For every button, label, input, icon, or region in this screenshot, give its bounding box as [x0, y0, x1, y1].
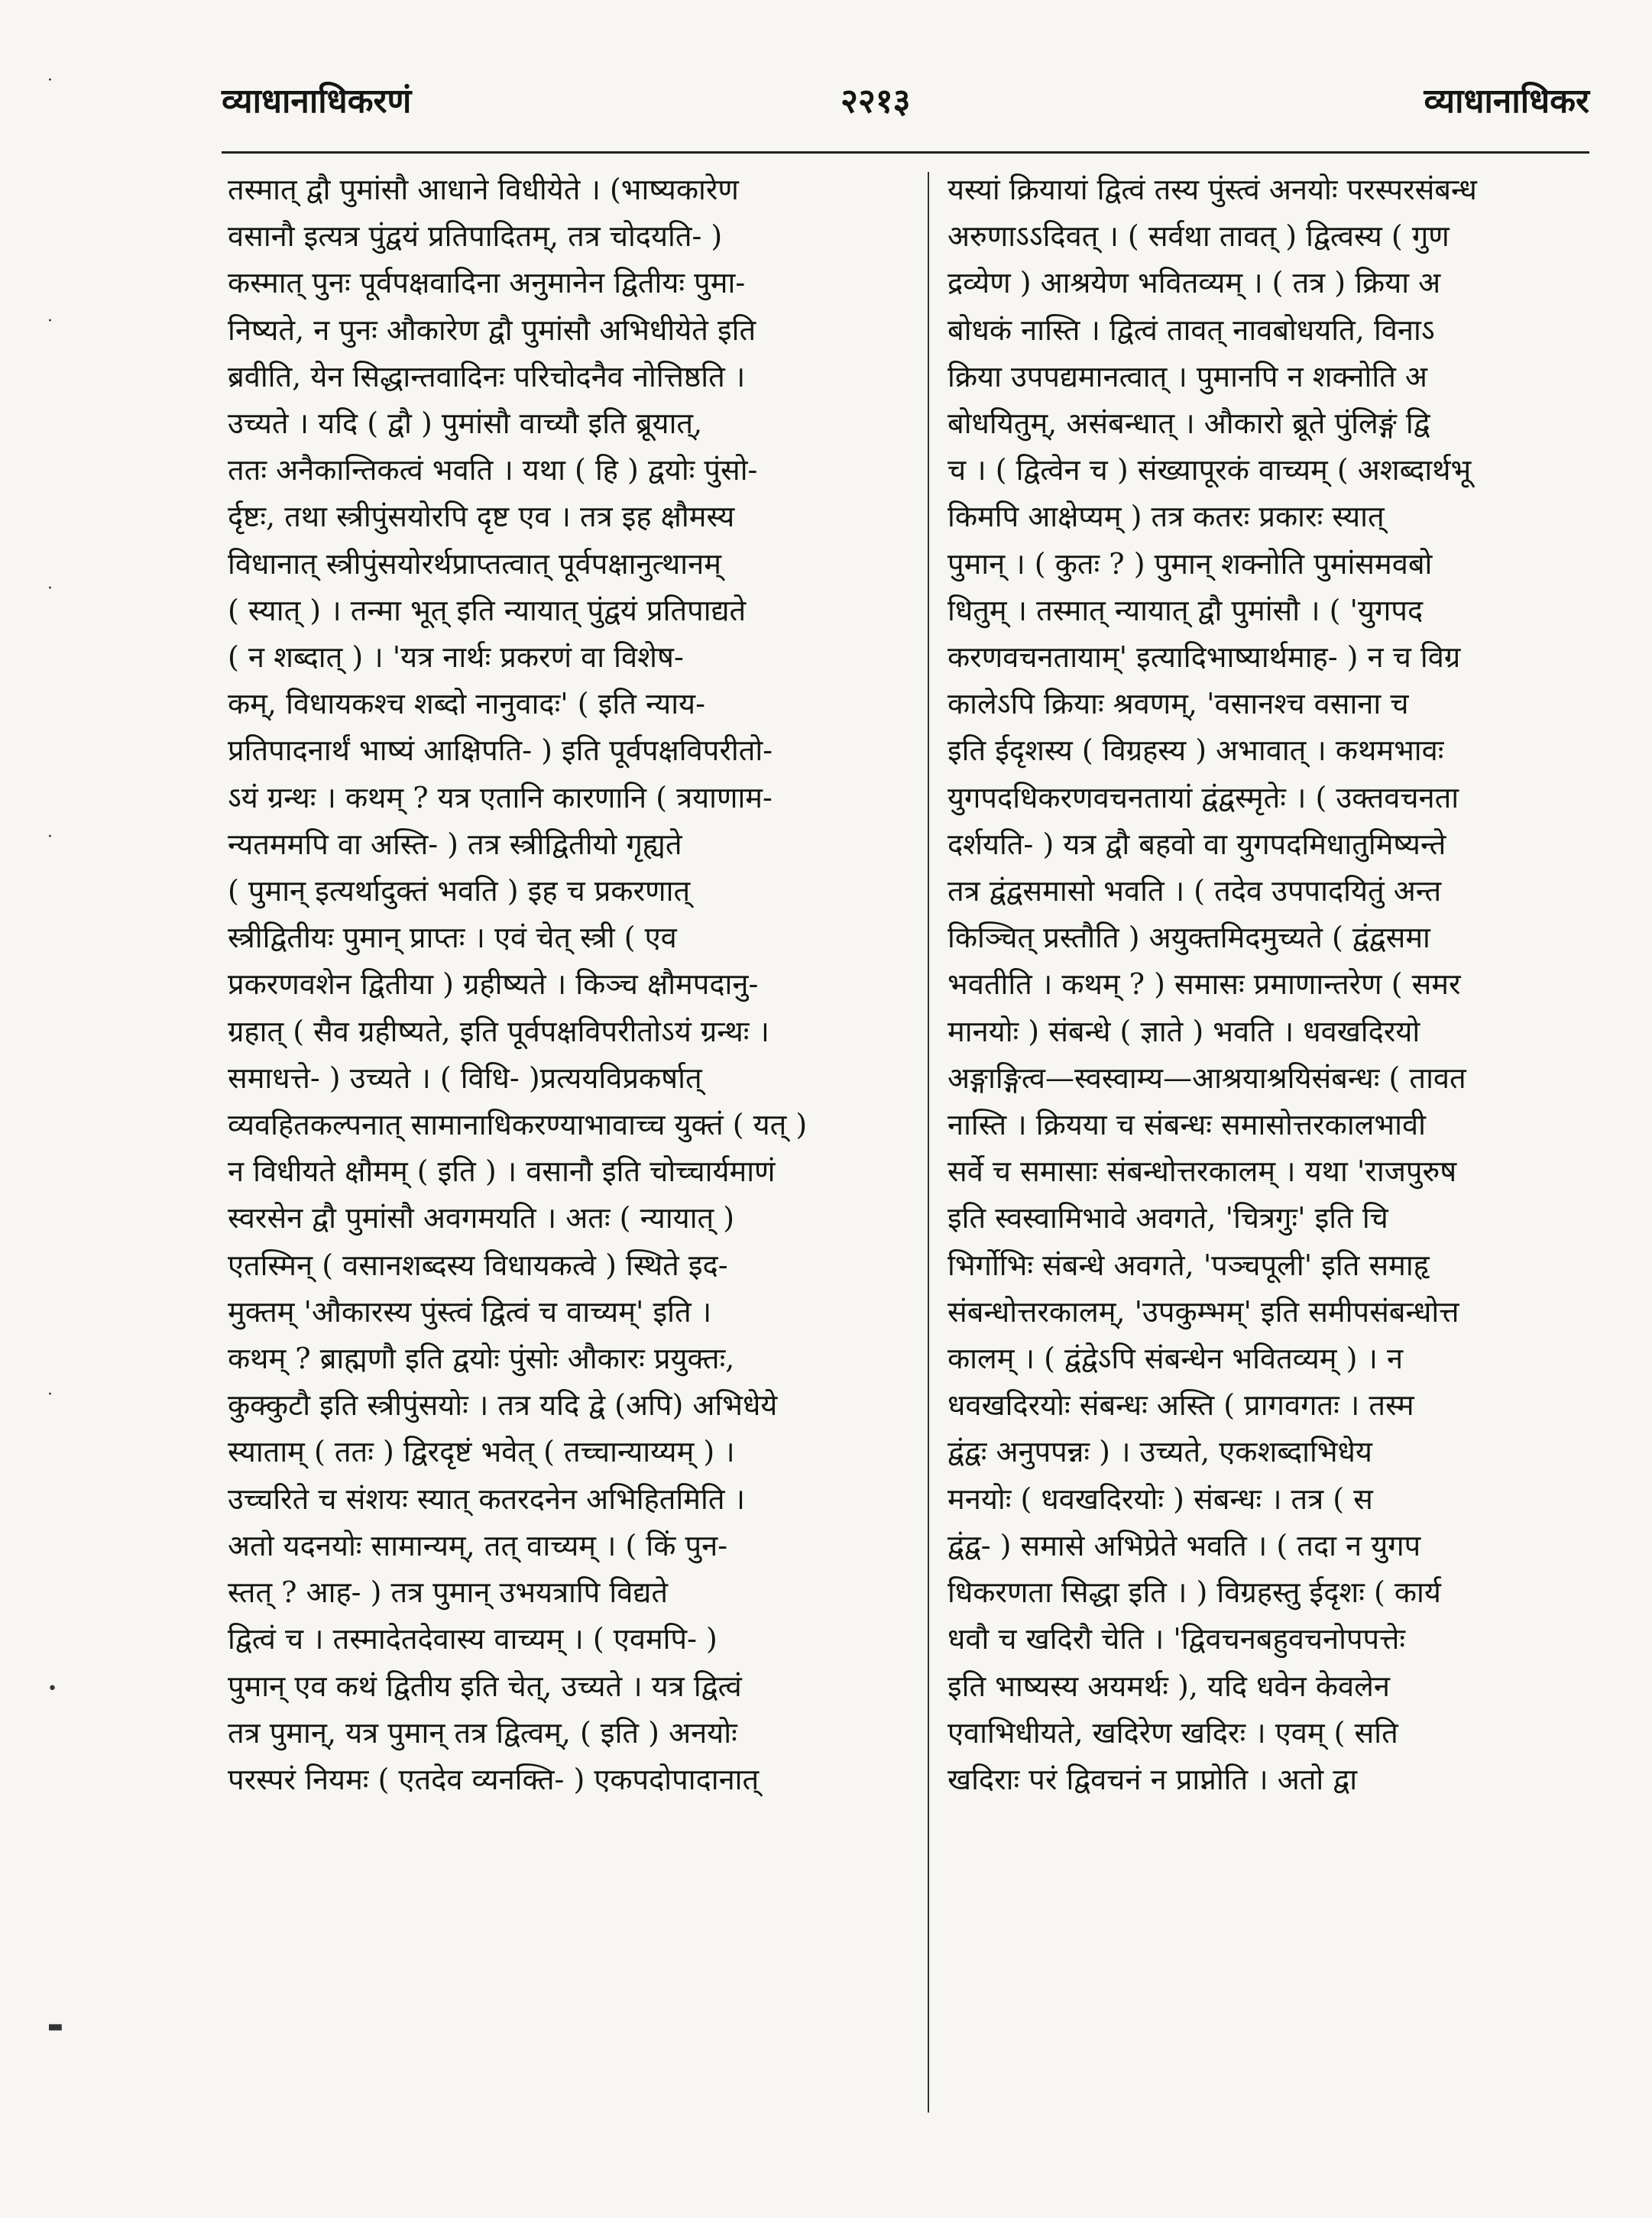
text-line: द्रव्येण ) आश्रयेण भवितव्यम् । ( तत्र ) क्रिया अ: [947, 266, 1441, 300]
text-line: द्वंद्वः अनुपपन्नः ) । उच्यते, एकशब्दाभिधेय: [947, 1435, 1372, 1469]
text-line: कम्, विधायकश्च शब्दो नानुवादः' ( इति न्याय-: [228, 687, 705, 721]
text-line: न्यतममपि वा अस्ति- ) तत्र स्त्रीद्वितीयो गृह्यते: [228, 827, 682, 861]
text-line: यस्यां क्रियायां द्वित्वं तस्य पुंस्त्वं अनयोः परस्परसंबन्ध: [947, 173, 1477, 206]
left-text-column: [228, 167, 908, 2153]
right-text-column: [947, 167, 1589, 2153]
text-line: ( स्यात् ) । तन्मा भूत् इति न्यायात् पुंद्वयं प्रतिपाद्यते: [228, 593, 747, 627]
text-line: करणवचनतायाम्' इत्यादिभाष्यार्थमाह- ) न च विग्र: [947, 640, 1461, 675]
text-line: स्तत् ? आह- ) तत्र पुमान् उभयत्रापि विद्यते: [228, 1575, 668, 1610]
text-line: तत्र द्वंद्वसमासो भवति । ( तदेव उपपादयितुं अन्त: [947, 874, 1442, 908]
text-line: विधानात् स्त्रीपुंसयोरर्थप्राप्तत्वात् पूर्वपक्षानुत्थानम्: [228, 546, 721, 581]
text-line: इति स्वस्वामिभावे अवगते, 'चित्रगुः' इति चि: [947, 1201, 1388, 1235]
text-line: इति ईदृशस्य ( विग्रहस्य ) अभावात् । कथमभावः: [947, 733, 1444, 768]
text-line: ग्रहात् ( सैव ग्रहीष्यते, इति पूर्वपक्षविपरीतोऽयं ग्रन्थः ।: [228, 1014, 769, 1048]
text-line: ऽयं ग्रन्थः । कथम् ? यत्र एतानि कारणानि ( त्रयाणाम-: [228, 780, 773, 814]
text-line: युगपदधिकरणवचनतायां द्वंद्वस्मृतेः । ( उक्तवचनता: [947, 780, 1459, 814]
text-line: ( न शब्दात् ) । 'यत्र नार्थः प्रकरणं वा विशेष-: [228, 640, 684, 675]
text-line: स्याताम् ( ततः ) द्विरदृष्टं भवेत् ( तच्चान्याय्यम् ) ।: [228, 1435, 735, 1469]
text-line: धितुम् । तस्मात् न्यायात् द्वौ पुमांसौ । ( 'युगपद: [947, 593, 1424, 627]
text-line: अरुणाऽऽदिवत् । ( सर्वथा तावत् ) द्वित्वस्य ( गुण: [947, 219, 1450, 254]
text-line: वसानौ इत्यत्र पुंद्वयं प्रतिपादितम्, तत्र चोदयति- ): [228, 219, 723, 254]
text-line: ( पुमान् इत्यर्थादुक्तं भवति ) इह च प्रकरणात्: [228, 874, 691, 908]
page-header: [222, 76, 1589, 130]
text-line: धिकरणता सिद्धा इति । ) विग्रहस्तु ईदृशः ( कार्य: [947, 1575, 1441, 1610]
text-line: द्वंद्व- ) समासे अभिप्रेते भवति । ( तदा न युगप: [947, 1528, 1421, 1562]
text-line: भिर्गोभिः संबन्धे अवगते, 'पञ्चपूली' इति समाहृ: [947, 1248, 1430, 1282]
text-line: प्रकरणवशेन द्वितीया ) ग्रहीष्यते । किञ्च क्षौमपदानु-: [228, 967, 759, 1002]
running-head-right: व्याधानाधिकर: [1424, 82, 1589, 121]
text-line: एवाभिधीयते, खदिरेण खदिरः । एवम् ( सति: [947, 1715, 1398, 1750]
text-line: स्त्रीद्वितीयः पुमान् प्राप्तः । एवं चेत् स्त्री ( एव: [228, 921, 677, 955]
text-line: संबन्धोत्तरकालम्, 'उपकुम्भम्' इति समीपसंबन्धोत्त: [947, 1294, 1459, 1329]
margin-mark: ·: [47, 1385, 53, 1404]
margin-mark: ·: [47, 71, 53, 90]
text-line: इति भाष्यस्य अयमर्थः ), यदि धवेन केवलेन: [947, 1669, 1391, 1703]
text-line: उच्यते । यदि ( द्वौ ) पुमांसौ वाच्यौ इति ब्रूयात्,: [228, 406, 703, 441]
margin-mark: ▬: [47, 2017, 63, 2036]
margin-mark: •: [47, 1679, 57, 1698]
text-line: सर्वे च समासाः संबन्धोत्तरकालम् । यथा 'राजपुरुष: [947, 1154, 1457, 1189]
text-line: उच्चरिते च संशयः स्यात् कतरदनेन अभिहितमिति ।: [228, 1481, 745, 1516]
text-line: न विधीयते क्षौमम् ( इति ) । वसानौ इति चोच्चार्यमाणं: [228, 1154, 776, 1189]
text-line: समाधत्ते- ) उच्यते । ( विधि- )प्रत्ययविप्रकर्षात्: [228, 1060, 702, 1095]
text-line: तत्र पुमान्, यत्र पुमान् तत्र द्वित्वम्, ( इति ) अनयोः: [228, 1715, 737, 1750]
text-line: अङ्गाङ्गित्व—स्वस्वाम्य—आश्रयाश्रयिसंबन्धः ( तावत: [947, 1060, 1466, 1095]
text-line: बोधकं नास्ति । द्वित्वं तावत् नावबोधयति, विनाऽ: [947, 312, 1435, 347]
text-line: प्रतिपादनार्थं भाष्यं आक्षिपति- ) इति पूर्वपक्षविपरीतो-: [228, 733, 773, 768]
margin-mark: ·: [47, 827, 53, 847]
text-line: भवतीति । कथम् ? ) समासः प्रमाणान्तरेण ( समर: [947, 967, 1461, 1002]
margin-mark: ·: [47, 579, 53, 598]
text-line: खदिराः परं द्विवचनं न प्राप्नोति । अतो द्वा: [947, 1762, 1358, 1796]
text-line: मनयोः ( धवखदिरयोः ) संबन्धः । तत्र ( स: [947, 1481, 1373, 1516]
text-line: धवौ च खदिरौ चेति । 'द्विवचनबहुवचनोपपत्तेः: [947, 1622, 1406, 1656]
text-line: पुमान् एव कथं द्वितीय इति चेत्, उच्यते । यत्र द्वित्वं: [228, 1669, 742, 1703]
text-line: कालेऽपि क्रियाः श्रवणम्, 'वसानश्च वसाना च: [947, 687, 1409, 721]
text-line: द्वित्वं च । तस्मादेतदेवास्य वाच्यम् । ( एवमपि- ): [228, 1622, 717, 1656]
text-line: ततः अनैकान्तिकत्वं भवति । यथा ( हि ) द्वयोः पुंसो-: [228, 453, 758, 487]
text-line: नास्ति । क्रियया च संबन्धः समासोत्तरकालभावी: [947, 1108, 1426, 1142]
text-line: दर्शयति- ) यत्र द्वौ बहवो वा युगपदमिधातुमिष्यन्ते: [947, 827, 1446, 861]
text-line: किञ्चित् प्रस्तौति ) अयुक्तमिदमुच्यते ( द्वंद्वसमा: [947, 921, 1430, 955]
text-line: कस्मात् पुनः पूर्वपक्षवादिना अनुमानेन द्वितीयः पुमा-: [228, 266, 746, 300]
text-line: स्वरसेन द्वौ पुमांसौ अवगमयति । अतः ( न्यायात् ): [228, 1201, 735, 1235]
text-line: अतो यदनयोः सामान्यम्, तत् वाच्यम् । ( किं पुन-: [228, 1528, 728, 1562]
text-line: परस्परं नियमः ( एतदेव व्यनक्ति- ) एकपदोपादानात्: [228, 1762, 760, 1796]
text-line: किमपि आक्षेप्यम् ) तत्र कतरः प्रकारः स्यात्: [947, 500, 1385, 534]
text-line: क्रिया उपपद्यमानत्वात् । पुमानपि न शक्नोति अ: [947, 359, 1427, 393]
text-line: पुमान् । ( कुतः ? ) पुमान् शक्नोति पुमांसमवबो: [947, 546, 1433, 581]
text-line: र्दृष्टः, तथा स्त्रीपुंसयोरपि दृष्ट एव । तत्र इह क्षौमस्य: [228, 500, 735, 534]
text-line: कालम् । ( द्वंद्वेऽपि संबन्धेन भवितव्यम् ) । न: [947, 1342, 1404, 1376]
text-line: मुक्तम् 'औकारस्य पुंस्त्वं द्वित्वं च वाच्यम्' इति ।: [228, 1294, 712, 1329]
text-line: कुक्कुटौ इति स्त्रीपुंसयोः । तत्र यदि द्वे (अपि) अभिधेये: [228, 1388, 778, 1423]
text-line: च । ( द्वित्वेन च ) संख्यापूरकं वाच्यम् ( अशब्दार्थभू: [947, 453, 1472, 487]
text-line: निष्यते, न पुनः औकारेण द्वौ पुमांसौ अभिधीयेते इति: [228, 312, 756, 347]
margin-mark: ·: [47, 312, 53, 331]
column-divider: [928, 172, 929, 2113]
text-line: एतस्मिन् ( वसानशब्दस्य विधायकत्वे ) स्थिते इद-: [228, 1248, 728, 1282]
text-line: व्यवहितकल्पनात् सामानाधिकरण्याभावाच्च युक्तं ( यत् ): [228, 1108, 808, 1142]
running-head-left: व्याधानाधिकरणं: [222, 82, 412, 121]
text-line: कथम् ? ब्राह्मणौ इति द्वयोः पुंसोः औकारः प्रयुक्तः,: [228, 1342, 735, 1376]
header-rule: [222, 151, 1589, 154]
text-line: तस्मात् द्वौ पुमांसौ आधाने विधीयेते । (भाष्यकारेण: [228, 173, 739, 206]
text-line: ब्रवीति, येन सिद्धान्तवादिनः परिचोदनैव नोत्तिष्ठति ।: [228, 359, 746, 393]
text-line: मानयोः ) संबन्धे ( ज्ञाते ) भवति । धवखदिरयो: [947, 1014, 1420, 1048]
text-line: धवखदिरयोः संबन्धः अस्ति ( प्रागवगतः । तस्म: [947, 1388, 1414, 1423]
text-line: बोधयितुम्, असंबन्धात् । औकारो ब्रूते पुंलिङ्गं द्वि: [947, 406, 1430, 441]
page-number: २२१३: [841, 82, 911, 121]
